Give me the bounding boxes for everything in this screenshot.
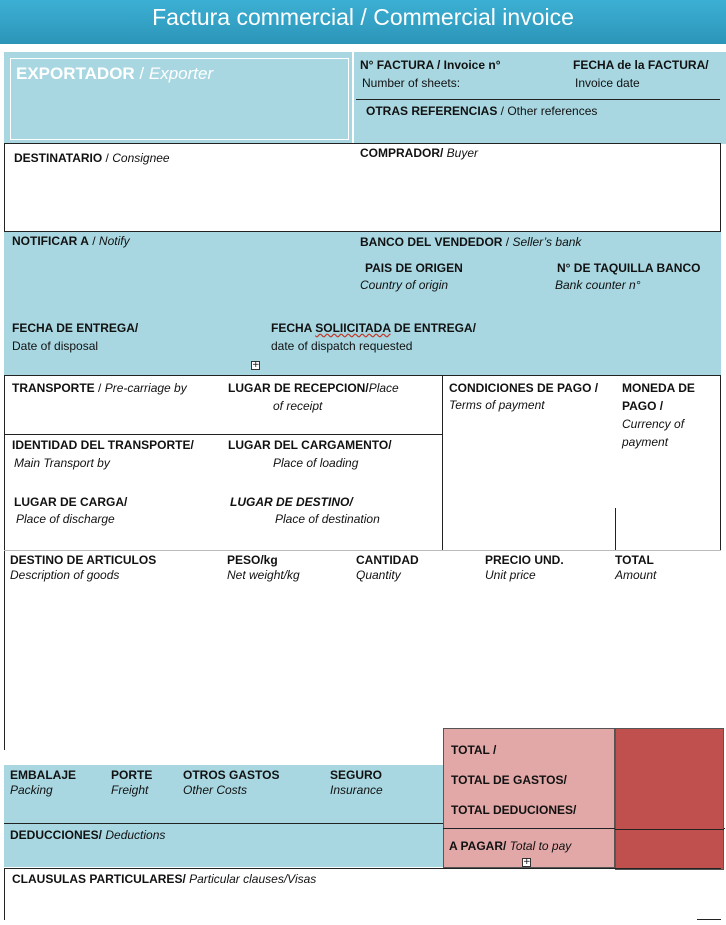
consignee-label: DESTINATARIO / Consignee xyxy=(14,151,170,165)
receipt-place-sublabel: of receipt xyxy=(273,399,323,413)
packing-label: EMBALAJE Packing xyxy=(10,768,77,797)
transport-label: TRANSPORTE / Pre-carriage by xyxy=(12,381,187,395)
bank-counter-label: N° DE TAQUILLA BANCO xyxy=(557,261,701,275)
goods-description-header: DESTINO DE ARTICULOS Description of goods xyxy=(10,553,157,582)
loading-place-sublabel: Place of loading xyxy=(273,456,359,470)
table-handle-icon[interactable]: + xyxy=(252,360,260,370)
destination-place-label: LUGAR DE DESTINO/ xyxy=(230,495,353,509)
invoice-number-label: N° FACTURA / Invoice n° xyxy=(360,58,501,72)
insurance-label: SEGURO Insurance xyxy=(330,768,383,797)
country-origin-sublabel: Country of origin xyxy=(360,278,449,292)
total-to-pay-label: A PAGAR/ Total to pay xyxy=(449,839,572,853)
disposal-date-sublabel: Date of disposal xyxy=(12,339,99,353)
goods-weight-header: PESO/kg Net weight/kg xyxy=(227,553,300,582)
invoice-date-label: FECHA de la FACTURA/ xyxy=(573,58,709,72)
dispatch-date-label: FECHA SOLIICITADA DE ENTREGA/ xyxy=(271,321,476,335)
divider xyxy=(697,919,721,920)
freight-label: PORTE Freight xyxy=(111,768,153,797)
number-of-sheets-label: Number of sheets: xyxy=(362,76,461,90)
notify-label: NOTIFICAR A / Notify xyxy=(12,234,130,248)
country-origin-label: PAIS DE ORIGEN xyxy=(365,261,463,275)
other-references-label: OTRAS REFERENCIAS / Other references xyxy=(366,104,598,118)
seller-bank-label: BANCO DEL VENDEDOR / Seller’s bank xyxy=(360,235,582,249)
main-transport-sublabel: Main Transport by xyxy=(14,456,110,470)
divider xyxy=(4,550,721,551)
goods-quantity-header: CANTIDAD Quantity xyxy=(356,553,419,582)
bank-counter-sublabel: Bank counter n° xyxy=(555,278,641,292)
goods-unit-price-header: PRECIO UND. Unit price xyxy=(485,553,564,582)
other-costs-label: OTROS GASTOS Other Costs xyxy=(183,768,280,797)
divider xyxy=(615,829,724,830)
discharge-place-sublabel: Place of discharge xyxy=(16,512,115,526)
receipt-place-label: LUGAR DE RECEPCION/Place xyxy=(228,381,399,395)
discharge-place-label: LUGAR DE CARGA/ xyxy=(14,495,128,509)
disposal-date-label: FECHA DE ENTREGA/ xyxy=(12,321,139,335)
loading-place-label: LUGAR DEL CARGAMENTO/ xyxy=(228,438,392,452)
main-transport-label: IDENTIDAD DEL TRANSPORTE/ xyxy=(12,438,194,452)
total-deductions-label: TOTAL DEDUCIONES/ xyxy=(451,803,577,817)
currency-label: MONEDA DE PAGO / Currency of payment xyxy=(622,381,695,449)
goods-amount-header: TOTAL Amount xyxy=(615,553,657,582)
divider xyxy=(4,823,443,824)
total-label: TOTAL / xyxy=(451,743,497,757)
dispatch-date-sublabel: date of dispatch requested xyxy=(271,339,413,353)
divider xyxy=(4,375,721,376)
invoice-date-sublabel: Invoice date xyxy=(575,76,640,90)
totals-amount-cell[interactable] xyxy=(615,728,724,870)
buyer-label: COMPRADOR/ Buyer xyxy=(360,146,479,160)
divider xyxy=(442,375,443,550)
deductions-label: DEDUCCIONES/ Deductions xyxy=(10,828,166,842)
divider xyxy=(615,508,616,550)
table-handle-icon[interactable]: + xyxy=(523,857,531,867)
divider xyxy=(4,434,442,435)
total-costs-label: TOTAL DE GASTOS/ xyxy=(451,773,567,787)
divider xyxy=(356,99,720,100)
page-title: Factura commercial / Commercial invoice xyxy=(152,4,574,30)
divider xyxy=(720,375,721,550)
divider xyxy=(4,375,5,750)
payment-terms-sublabel: Terms of payment xyxy=(449,398,545,412)
clauses-label: CLAUSULAS PARTICULARES/ Particular clauses/Visas xyxy=(12,872,317,886)
exporter-label: EXPORTADOR / Exporter xyxy=(16,64,214,83)
destination-place-sublabel: Place of destination xyxy=(275,512,380,526)
payment-terms-label: CONDICIONES DE PAGO / xyxy=(449,381,599,395)
